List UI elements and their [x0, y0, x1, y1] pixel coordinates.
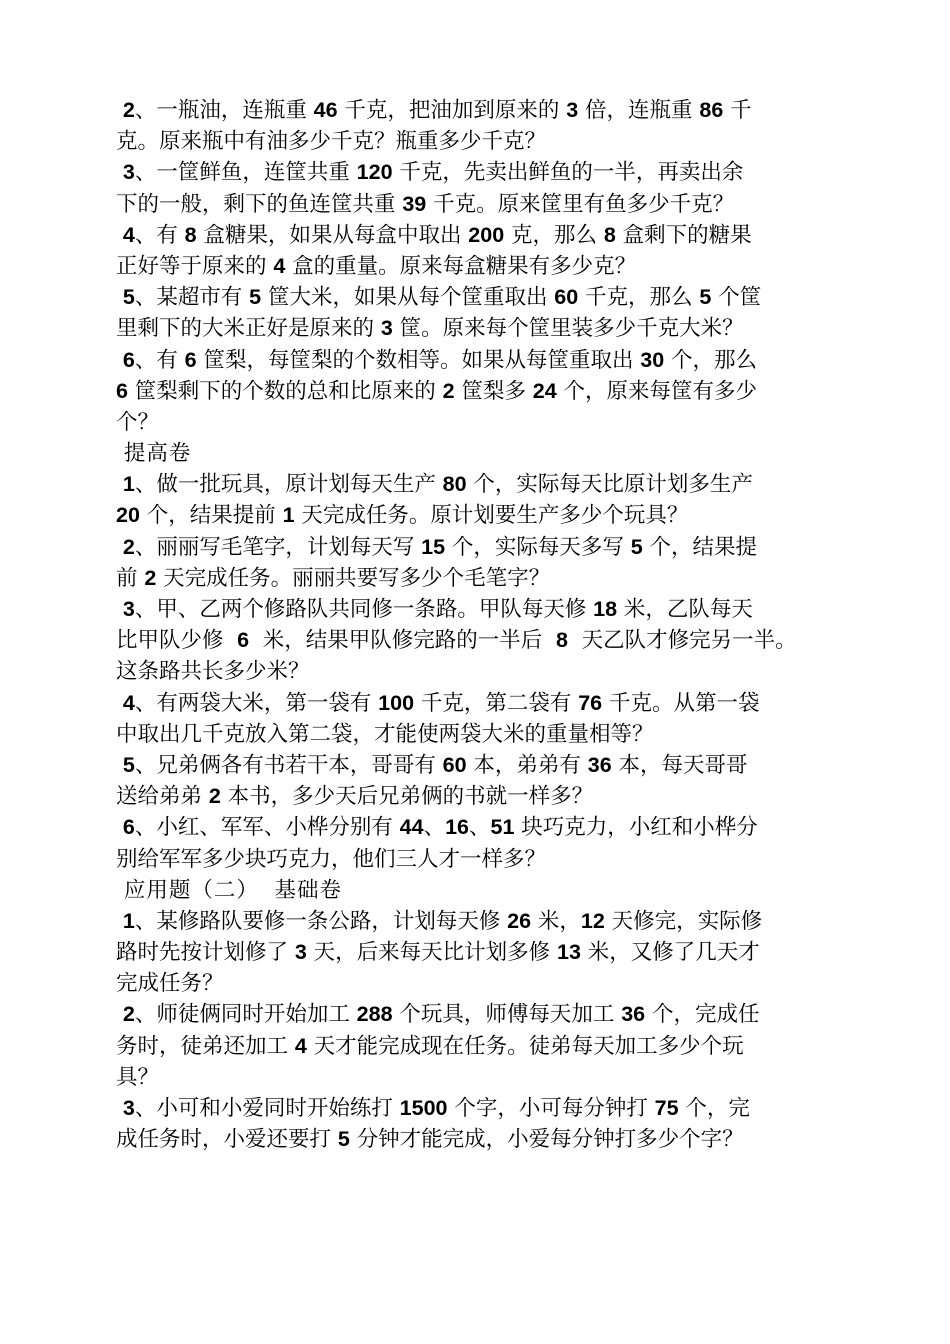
text-run: 、做一批玩具，原计划每天生产 [134, 472, 443, 498]
text-run: 米， [531, 908, 581, 934]
text-line [116, 844, 856, 875]
number-text: 60 [442, 752, 467, 777]
number-text: 12 [580, 908, 605, 933]
text-line [116, 469, 856, 500]
text-line [116, 625, 856, 656]
text-run: 、丽丽写毛笔字，计划每天写 [134, 534, 422, 560]
text-run: 筐大米，如果从每个筐重取出 [261, 285, 555, 311]
number-text: 44 [399, 815, 424, 840]
text-run: 个字，小可每分钟打 [447, 1096, 655, 1121]
number-text: 1 [122, 472, 135, 497]
text-line [116, 688, 856, 719]
text-run: 天才能完成现在任务。徒弟每天加工多少个玩 [306, 1033, 744, 1059]
number-text: 86 [699, 98, 724, 122]
text-run [116, 98, 123, 123]
text-run [116, 1002, 123, 1027]
number-text: 16 [445, 815, 470, 840]
text-line [116, 750, 856, 781]
text-run: 倍，连瓶重 [578, 98, 700, 123]
text-run: 、小可和小爱同时开始练打 [134, 1096, 400, 1121]
text-run: 本书，多少天后兄弟俩的书就一样多？ [220, 784, 594, 810]
number-text: 5 [122, 285, 135, 310]
text-run [116, 753, 123, 778]
number-text: 6 [122, 347, 135, 372]
text-run: 这条路共长多少米？ [116, 659, 310, 685]
text-run: 比甲队少修 [116, 628, 238, 654]
text-run: 个，完 [678, 1096, 750, 1121]
number-text: 4 [122, 690, 135, 715]
text-run: 筐。原来每个筐里装多少千克大米？ [392, 316, 744, 342]
text-run: 克，那么 [504, 222, 604, 248]
number-text: 6 [122, 815, 135, 840]
number-text: 5 [630, 534, 643, 559]
text-run: 千 [723, 98, 752, 123]
number-text: 3 [566, 98, 579, 122]
number-text: 75 [654, 1096, 679, 1120]
text-run [116, 691, 123, 716]
text-run: 个，结果提前 [139, 503, 283, 529]
text-run: 个，原来每筐有多少 [556, 378, 758, 404]
text-run: 、某超市有 [134, 285, 250, 311]
text-line [116, 282, 856, 313]
text-run: 本，每天哥哥 [611, 752, 748, 778]
number-text: 46 [313, 98, 338, 122]
text-run: 千克。原来筐里有鱼多少千克？ [426, 191, 735, 217]
text-run: 成任务时，小爱还要打 [116, 1127, 338, 1153]
document-body [116, 95, 856, 1155]
number-text: 8 [184, 222, 197, 247]
number-text: 39 [402, 191, 427, 216]
number-text: 51 [490, 815, 515, 840]
text-line [116, 719, 856, 750]
text-run [116, 1096, 123, 1121]
text-run: 千克。从第一袋 [602, 690, 760, 716]
text-run: 别给军军多少块巧克力，他们三人才一样多？ [116, 846, 547, 872]
text-line [116, 812, 856, 843]
text-line [116, 656, 856, 687]
text-line [116, 1124, 856, 1155]
text-run: 个筐 [711, 285, 762, 311]
text-line [116, 937, 856, 968]
text-run: 、有两袋大米，第一袋有 [134, 690, 379, 716]
text-run: 、甲、乙两个修路队共同修一条路。甲队每天修 [134, 597, 594, 622]
text-run: 前 [116, 565, 145, 591]
number-text: 30 [640, 347, 665, 372]
text-run: 筐梨多 [454, 378, 533, 404]
text-run: 天修完，实际修 [604, 908, 763, 934]
text-run: 、有 [134, 222, 185, 248]
number-text: 120 [356, 160, 393, 185]
text-line [116, 95, 856, 126]
number-text: 6 [116, 378, 128, 403]
text-run: 千克，第二袋有 [414, 690, 579, 716]
text-run: 里剩下的大米正好是原来的 [116, 316, 381, 342]
text-run: 完成任务？ [116, 971, 224, 997]
text-line [116, 968, 856, 999]
text-run: 个，结果提 [642, 534, 758, 560]
text-run: 盒剩下的糖果 [615, 222, 752, 248]
section-heading [116, 875, 856, 906]
number-text: 1 [282, 503, 295, 528]
text-run: 千克，把油加到原来的 [337, 98, 567, 123]
text-run: 个，实际每天多写 [445, 534, 631, 560]
text-line [116, 345, 856, 376]
text-run: 务时，徒弟还加工 [116, 1033, 295, 1059]
section-heading [116, 438, 856, 469]
text-run: 送给弟弟 [116, 784, 209, 810]
text-run [116, 597, 123, 622]
text-run: 提高卷 [116, 441, 192, 467]
text-run [116, 535, 123, 560]
text-run: 个，完成任 [645, 1002, 760, 1028]
text-line [116, 563, 856, 594]
text-line [116, 781, 856, 812]
text-run: 天完成任务。丽丽共要写多少个毛笔字？ [156, 565, 551, 591]
number-text: 6 [184, 347, 197, 372]
text-line [116, 313, 856, 344]
text-line [116, 126, 856, 157]
text-run: 、有 [134, 347, 185, 373]
text-line [116, 1093, 856, 1124]
text-run: 、某修路队要修一条公路，计划每天修 [134, 908, 508, 934]
number-text: 2 [122, 98, 135, 122]
text-run: 米，乙队每天 [617, 597, 753, 622]
text-run: 盒糖果，如果从每盒中取出 [196, 222, 469, 248]
number-text: 36 [621, 1002, 646, 1027]
number-text: 8 [555, 628, 568, 653]
text-line [116, 189, 856, 220]
text-run: 、 [469, 815, 491, 841]
number-text: 5 [699, 285, 712, 310]
text-line [116, 407, 856, 438]
text-run: 个，实际每天比原计划多生产 [466, 472, 753, 498]
text-line [116, 251, 856, 282]
text-run: 筐梨，每筐梨的个数相等。如果从每筐重取出 [196, 347, 641, 373]
number-text: 4 [122, 222, 135, 247]
number-text: 3 [122, 597, 135, 621]
number-text: 2 [208, 784, 221, 809]
number-text: 4 [294, 1033, 307, 1058]
text-run: 本，弟弟有 [466, 752, 588, 778]
text-line [116, 500, 856, 531]
text-run: 个？ [116, 409, 160, 435]
text-run: 筐梨剩下的个数的总和比原来的 [127, 378, 443, 404]
text-run [116, 909, 123, 934]
number-text: 2 [122, 1002, 135, 1027]
number-text: 3 [122, 1096, 135, 1120]
text-run: 、一筐鲜鱼，连筐共重 [134, 160, 357, 186]
text-run: 正好等于原来的 [116, 253, 274, 279]
number-text: 5 [337, 1127, 350, 1152]
text-run: 个玩具，师傅每天加工 [392, 1002, 622, 1028]
text-run: 具？ [116, 1064, 160, 1090]
text-run: 下的一般，剩下的鱼连筐共重 [116, 191, 403, 217]
number-text: 36 [587, 752, 612, 777]
number-text: 18 [593, 597, 618, 621]
number-text: 3 [294, 940, 307, 965]
text-run: 分钟才能完成，小爱每分钟打多少个字？ [349, 1127, 744, 1153]
text-run: 天乙队才修完另一半。 [567, 628, 797, 654]
text-run: 米，结果甲队修完路的一半后 [249, 628, 556, 654]
text-run [116, 223, 123, 248]
text-run: 、小红、军军、小桦分别有 [134, 815, 400, 841]
text-line [116, 1031, 856, 1062]
text-run: 天，后来每天比计划多修 [306, 940, 557, 966]
text-line [116, 220, 856, 251]
number-text: 5 [122, 752, 135, 777]
number-text: 13 [556, 940, 581, 965]
number-text: 76 [578, 690, 603, 715]
text-run [116, 285, 123, 310]
text-line [116, 376, 856, 407]
number-text: 1500 [399, 1096, 448, 1120]
number-text: 26 [507, 908, 532, 933]
text-run: 块巧克力，小红和小桦分 [514, 815, 758, 841]
number-text: 2 [144, 565, 157, 590]
text-line [116, 999, 856, 1030]
number-text: 100 [378, 690, 415, 715]
text-run: 、师徒俩同时开始加工 [134, 1002, 357, 1028]
text-run [116, 348, 123, 373]
text-run: 、兄弟俩各有书若干本，哥哥有 [134, 752, 443, 778]
text-line [116, 157, 856, 188]
text-run: 米，又修了几天才 [580, 940, 760, 966]
number-text: 6 [237, 628, 250, 653]
text-run: 应用题（二） 基础卷 [116, 877, 343, 903]
text-run [116, 160, 123, 185]
text-run: 、一瓶油，连瓶重 [134, 98, 314, 123]
number-text: 2 [122, 534, 135, 559]
text-run: 千克，先卖出鲜鱼的一半，再卖出余 [392, 160, 744, 186]
text-run: 路时先按计划修了 [116, 940, 295, 966]
number-text: 80 [442, 472, 467, 497]
number-text: 2 [442, 378, 455, 403]
number-text: 8 [603, 222, 616, 247]
number-text: 15 [421, 534, 446, 559]
number-text: 60 [554, 285, 579, 310]
text-line [116, 532, 856, 563]
text-line [116, 594, 856, 625]
text-run: 中取出几千克放入第二袋，才能使两袋大米的重量相等？ [116, 721, 654, 747]
number-text: 24 [532, 378, 557, 403]
text-run: 、 [423, 815, 446, 841]
text-line [116, 906, 856, 937]
number-text: 1 [122, 908, 135, 933]
text-run [116, 815, 123, 840]
text-run: 千克，那么 [578, 285, 700, 311]
number-text: 5 [249, 285, 262, 310]
text-line [116, 1062, 856, 1093]
number-text: 288 [356, 1002, 393, 1027]
number-text: 3 [122, 160, 135, 185]
number-text: 20 [116, 503, 140, 528]
text-run: 天完成任务。原计划要生产多少个玩具？ [294, 503, 689, 529]
number-text: 200 [468, 222, 505, 247]
text-run [116, 472, 123, 497]
number-text: 4 [273, 253, 286, 278]
number-text: 3 [380, 316, 393, 341]
text-run: 个，那么 [664, 347, 758, 373]
text-run: 盒的重量。原来每盒糖果有多少克？ [285, 253, 637, 279]
text-run: 克。原来瓶中有油多少千克？瓶重多少千克？ [116, 129, 547, 155]
